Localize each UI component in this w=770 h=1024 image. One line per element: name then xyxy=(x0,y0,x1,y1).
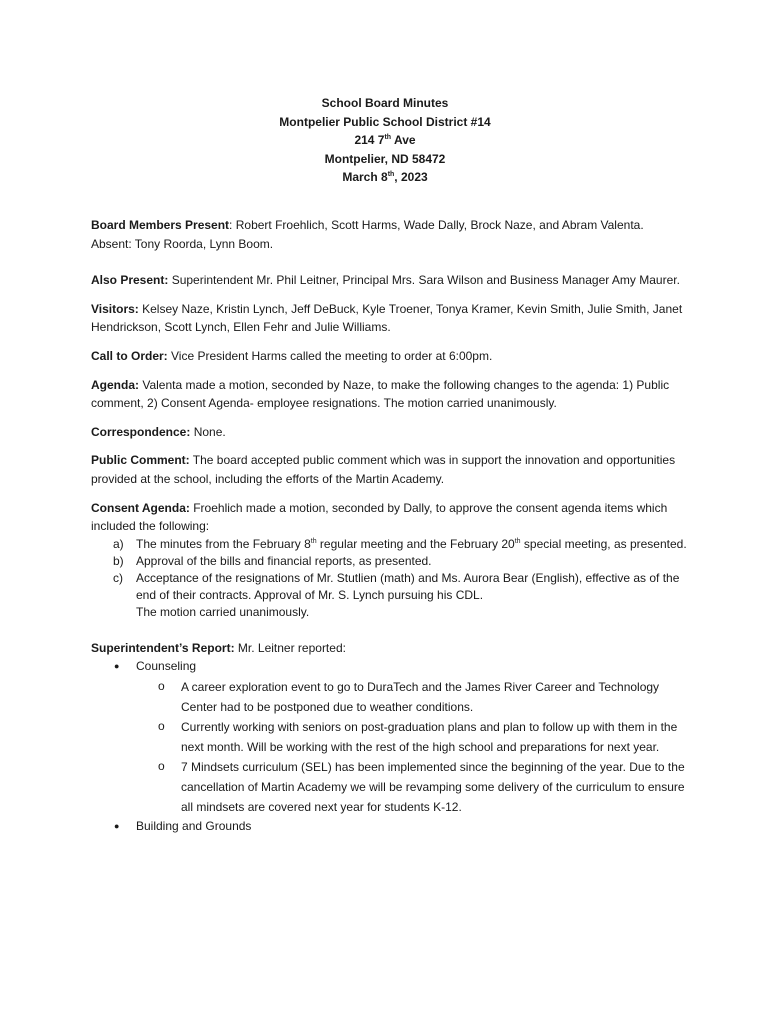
meeting-date: March 8th, 2023 xyxy=(342,170,428,184)
consent-agenda: Consent Agenda: Froehlich made a motion, seconded by Dally, to approve the consent agenda items which included the following: xyxy=(91,500,668,534)
list-item: o 7 Mindsets curriculum (SEL) has been implemented since the beginning of the year. Due to the cancellation of Martin Academy we will be revamping some delivery of the curriculum to ensure all mindsets are covered next year for students K-12. xyxy=(136,757,691,817)
district-name: Montpelier Public School District #14 xyxy=(279,114,491,129)
document-title: School Board Minutes xyxy=(321,96,449,110)
agenda: Agenda: Valenta made a motion, seconded by Naze, to make the following changes to the agenda: 1) Public comment, 2) Consent Agenda- employee resignations. The motion carried unanimously. xyxy=(91,377,670,411)
document-header xyxy=(0,94,770,187)
superintendent-report: Superintendent’s Report: Mr. Leitner reported: xyxy=(91,640,346,655)
list-item: o Currently working with seniors on post-graduation plans and plan to follow up with them in the next month. Will be working with the rest of the high school and preparations for next year. xyxy=(136,717,691,757)
bullet-icon: ● xyxy=(114,820,120,831)
district-address: 214 7th Ave xyxy=(354,133,416,147)
bullet-icon: ● xyxy=(114,661,120,672)
counseling-items xyxy=(136,677,691,817)
list-item: b) Approval of the bills and financial reports, as presented. xyxy=(113,553,432,568)
also-present: Also Present: Superintendent Mr. Phil Leitner, Principal Mrs. Sara Wilson and Business Manager Amy Maurer. xyxy=(91,273,680,288)
district-city: Montpelier, ND 58472 xyxy=(324,151,446,166)
list-item: o A career exploration event to go to DuraTech and the James River Career and Technology Center had to be postponed due to weather conditions. xyxy=(136,677,691,717)
board-members-present: Board Members Present: Robert Froehlich, Scott Harms, Wade Dally, Brock Naze, and Abram Valenta. Absent: Tony Roorda, Lynn Boom. xyxy=(91,218,644,251)
report-section-counseling: ● Counseling o A career exploration event to go to DuraTech and the James River Career and Technology Center had to be postponed due to weather conditions. o Currently working with seniors on post-graduation plans and plan to follow up with them in the next month. Will be working with the rest of the high school and preparations for next year. o 7 Mindsets curriculum (SEL) has been implemented since the beginning of the year. Due to the cancellation of Martin Academy we will be revamping some delivery of the curriculum to ensure all mindsets are covered next year for students K-12. xyxy=(91,657,691,817)
call-to-order: Call to Order: Vice President Harms called the meeting to order at 6:00pm. xyxy=(91,348,493,363)
consent-agenda-list xyxy=(91,536,691,621)
correspondence: Correspondence: None. xyxy=(91,424,226,439)
list-item: a) The minutes from the February 8th regular meeting and the February 20th special meeting, as presented. xyxy=(113,536,687,551)
minutes-body xyxy=(91,216,691,836)
superintendent-report-list xyxy=(91,657,691,836)
circle-bullet-icon: o xyxy=(158,718,165,733)
circle-bullet-icon: o xyxy=(158,758,165,773)
circle-bullet-icon: o xyxy=(158,678,165,693)
list-item: c) Acceptance of the resignations of Mr. Stutlien (math) and Ms. Aurora Bear (English), effective as of the end of their contracts. Approval of Mr. S. Lynch pursuing his CDL. The motion carried unanimously. xyxy=(113,570,680,619)
report-section-building-grounds: ● Building and Grounds xyxy=(91,817,691,837)
visitors: Visitors: Kelsey Naze, Kristin Lynch, Jeff DeBuck, Kyle Troener, Tonya Kramer, Kevin Smith, Julie Smith, Janet Hendrickson, Scott Lynch, Ellen Fehr and Julie Williams. xyxy=(91,301,683,335)
public-comment: Public Comment: The board accepted public comment which was in support the innovation and opportunities provided at the school, including the efforts of the Martin Academy. xyxy=(91,453,676,486)
